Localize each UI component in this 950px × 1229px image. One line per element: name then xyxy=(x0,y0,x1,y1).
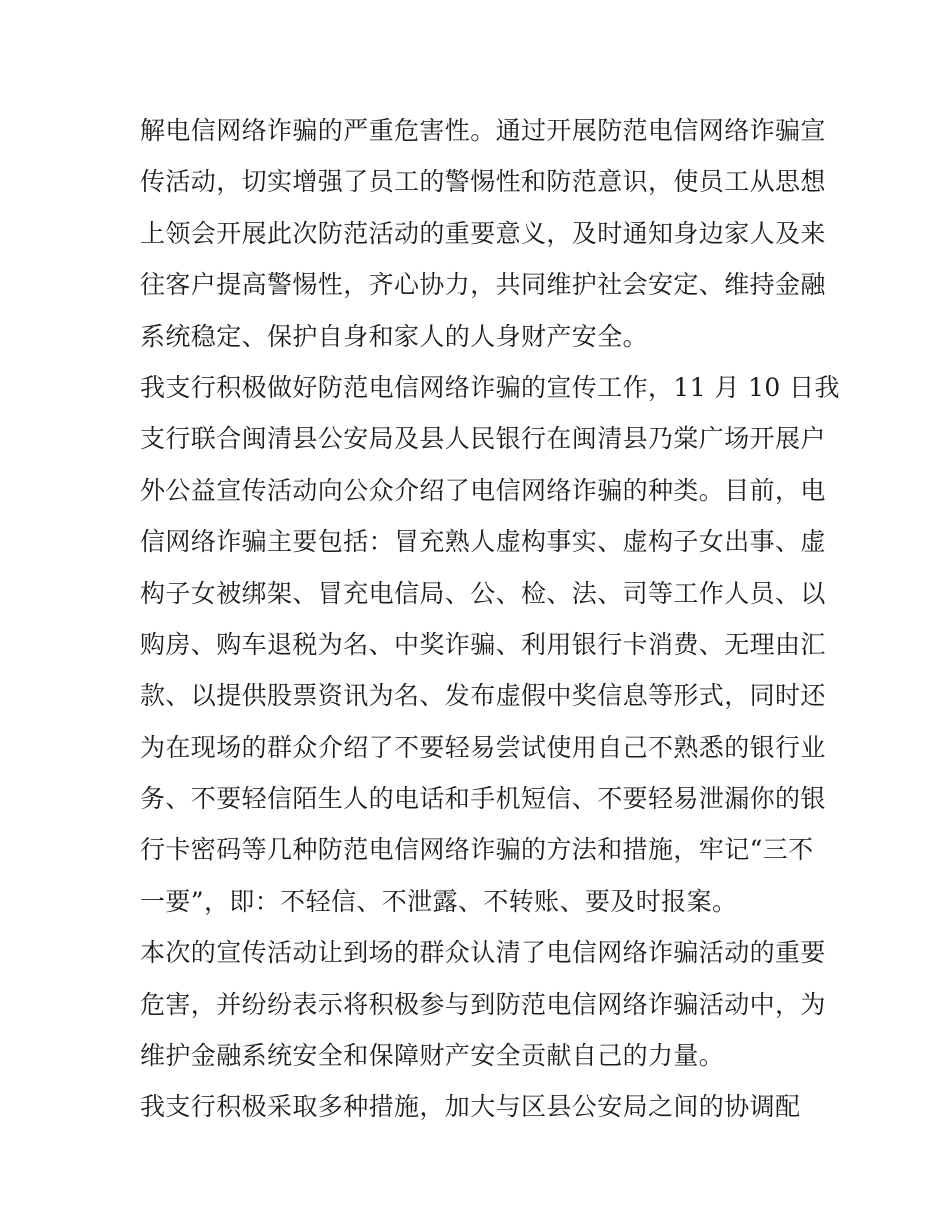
text-line: 一要”，即：不轻信、不泄露、不转账、要及时报案。 xyxy=(140,886,738,916)
text-line: 危害，并纷纷表示将积极参与到防范电信网络诈骗活动中，为 xyxy=(140,989,826,1019)
text-line: 支行联合闽清县公安局及县人民银行在闽清县乃棠广场开展户 xyxy=(140,424,826,454)
text-line: 购房、购车退税为名、中奖诈骗、利用银行卡消费、无理由汇 xyxy=(140,629,826,659)
document-body xyxy=(140,105,840,1133)
text-line: 我支行积极采取多种措施，加大与区县公安局之间的协调配 xyxy=(140,1092,801,1122)
text-line: 本次的宣传活动让到场的群众认清了电信网络诈骗活动的重要 xyxy=(140,938,826,968)
text-line: 往客户提高警惕性，齐心协力，共同维护社会安定、维持金融 xyxy=(140,270,826,300)
text-line: 解电信网络诈骗的严重危害性。通过开展防范电信网络诈骗宣 xyxy=(140,116,826,145)
text-line: 外公益宣传活动向公众介绍了电信网络诈骗的种类。目前，电 xyxy=(140,475,826,505)
text-line: 款、以提供股票资讯为名、发布虚假中奖信息等形式，同时还 xyxy=(140,681,826,711)
text-line: 为在现场的群众介绍了不要轻易尝试使用自己不熟悉的银行业 xyxy=(140,732,826,762)
text-line: 传活动，切实增强了员工的警惕性和防范意识，使员工从思想 xyxy=(140,167,826,197)
text-line: 我支行积极做好防范电信网络诈骗的宣传工作，11 月 10 日我 xyxy=(140,372,840,402)
text-line: 构子女被绑架、冒充电信局、公、检、法、司等工作人员、以 xyxy=(140,578,826,608)
text-line: 上领会开展此次防范活动的重要意义，及时通知身边家人及来 xyxy=(140,218,826,248)
text-line: 系统稳定、保护自身和家人的人身财产安全。 xyxy=(140,321,649,351)
text-line: 信网络诈骗主要包括：冒充熟人虚构事实、虚构子女出事、虚 xyxy=(140,527,826,557)
text-line: 行卡密码等几种防范电信网络诈骗的方法和措施，牢记“三不 xyxy=(140,835,814,865)
text-line: 务、不要轻信陌生人的电话和手机短信、不要轻易泄漏你的银 xyxy=(140,784,826,814)
text-line: 维护金融系统安全和保障财产安全贡献自己的力量。 xyxy=(140,1041,725,1071)
